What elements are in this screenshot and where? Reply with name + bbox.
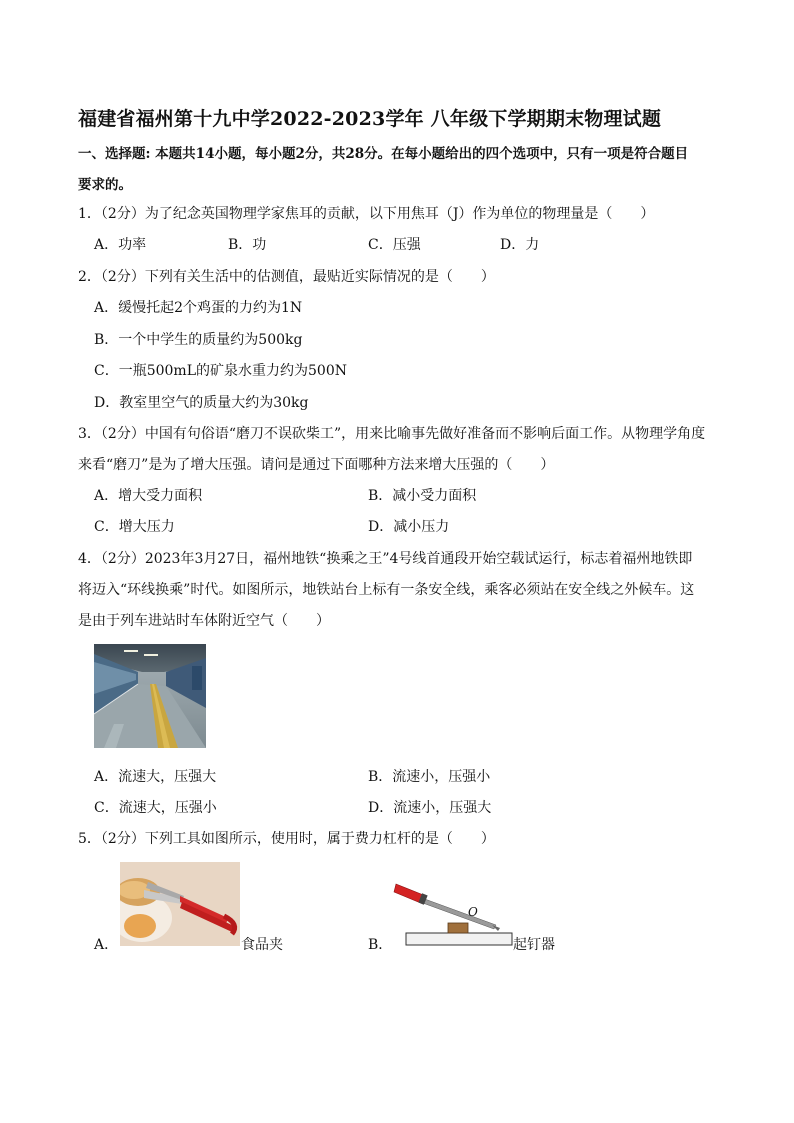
q2-option-c: C．一瓶500mL的矿泉水重力约为500N	[94, 363, 347, 379]
food-tongs-photo	[120, 862, 240, 946]
q2-option-d: D．教室里空气的质量大约为30kg	[94, 395, 309, 411]
q1-option-d: D．力	[500, 237, 540, 253]
section-heading-line1: 一、选择题: 本题共14小题，每小题2分，共28分。在每小题给出的四个选项中，只有一项是符合题目	[78, 146, 689, 162]
q5-option-b: B．	[368, 937, 393, 953]
q3-option-d: D．减小压力	[368, 519, 450, 535]
pivot-label-o: O	[468, 905, 478, 919]
q3-option-a: A．增大受力面积	[94, 488, 203, 504]
q4-option-c: C．流速大，压强小	[94, 800, 217, 816]
q3-option-b: B．减小受力面积	[368, 488, 477, 504]
question-2-stem: 2．（2分）下列有关生活中的估测值，最贴近实际情况的是（ ）	[78, 269, 495, 285]
q3-option-c: C．增大压力	[94, 519, 175, 535]
q1-option-c: C．压强	[368, 237, 421, 253]
subway-platform-photo	[94, 644, 206, 748]
question-4-stem-line2: 将迈入“环线换乘”时代。如图所示，地铁站台上标有一条安全线，乘客必须站在安全线之外候车。这	[78, 582, 695, 598]
question-1-stem: 1．（2分）为了纪念英国物理学家焦耳的贡献，以下用焦耳（J）作为单位的物理量是（ ）	[78, 206, 655, 222]
question-4-stem-line1: 4．（2分）2023年3月27日，福州地铁“换乘之王”4号线首通段开始空载试运行，标志着福州地铁即	[78, 551, 693, 567]
q4-option-d: D．流速小，压强大	[368, 800, 492, 816]
q5-option-a: A．	[94, 937, 119, 953]
q2-option-b: B．一个中学生的质量约为500kg	[94, 332, 303, 348]
q4-option-b: B．流速小，压强小	[368, 769, 491, 785]
q1-option-b: B．功	[228, 237, 267, 253]
q1-option-a: A．功率	[94, 237, 147, 253]
q4-option-a: A．流速大，压强大	[94, 769, 217, 785]
q2-option-a: A．缓慢托起2个鸡蛋的力约为1N	[94, 300, 303, 316]
section-heading-line2: 要求的。	[78, 177, 132, 193]
question-4-stem-line3: 是由于列车进站时车体附近空气（ ）	[78, 613, 330, 629]
tongs-label: 食品夹	[241, 937, 283, 953]
question-5-stem: 5．（2分）下列工具如图所示，使用时，属于费力杠杆的是（ ）	[78, 831, 495, 847]
question-3-stem-line1: 3．（2分）中国有句俗语“磨刀不误砍柴工”，用来比喻事先做好准备而不影响后面工作。从物理学角度	[78, 426, 706, 442]
question-3-stem-line2: 来看“磨刀”是为了增大压强。请问是通过下面哪种方法来增大压强的（ ）	[78, 457, 555, 473]
nail-puller-diagram	[392, 878, 514, 950]
page-title: 福建省福州第十九中学2022-2023学年 八年级下学期期末物理试题	[78, 108, 662, 130]
nail-puller-label: 起钉器	[513, 937, 555, 953]
